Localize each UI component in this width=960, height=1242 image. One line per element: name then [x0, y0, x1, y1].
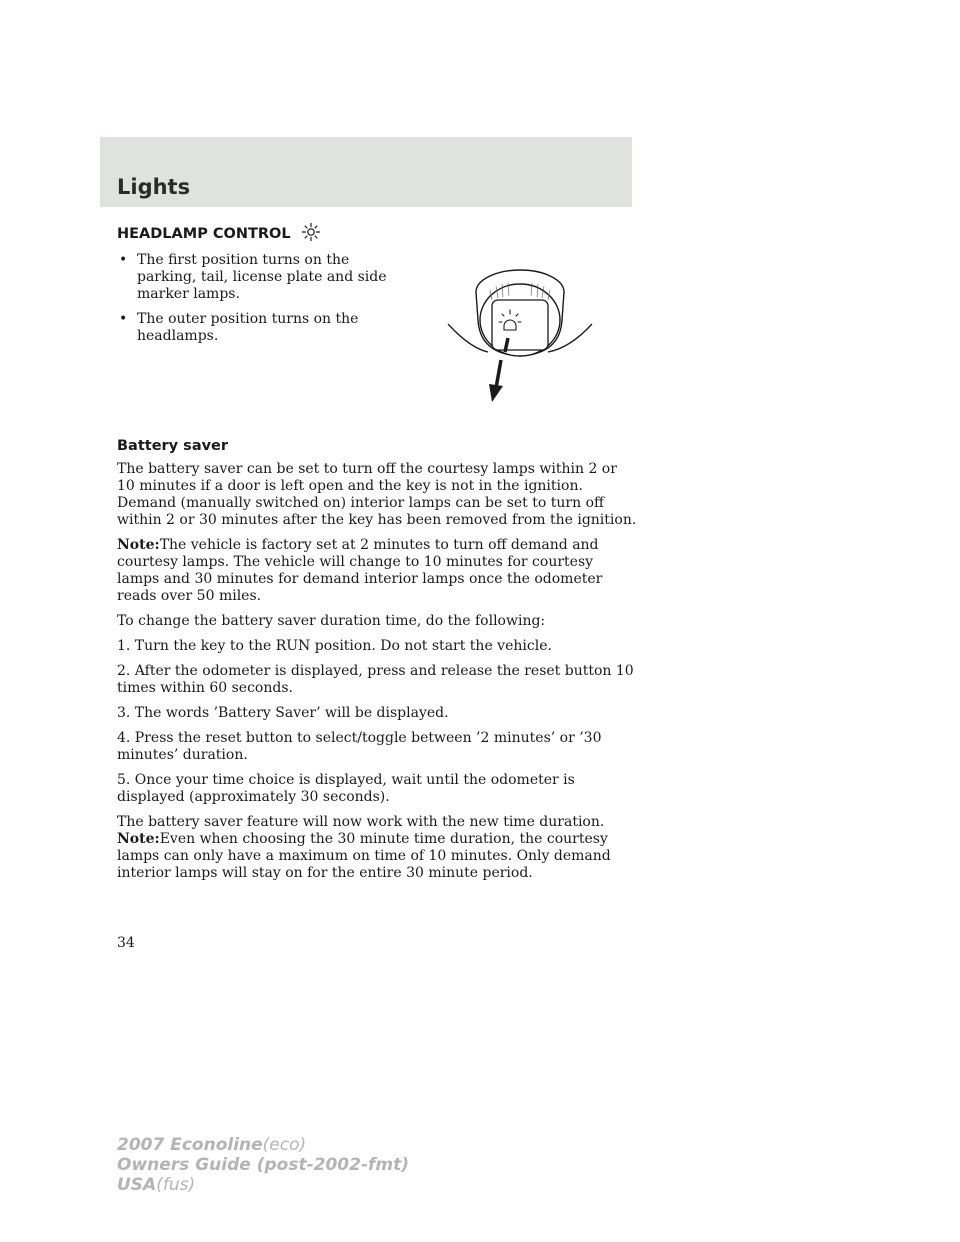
bullet-text: The first position turns on the parking, tail, license plate and side marker lamps.: [137, 252, 387, 302]
footer-model: 2007 Econoline: [117, 1135, 263, 1155]
note-label: Note:: [117, 537, 160, 553]
headlamp-switch-illustration: [440, 256, 610, 406]
battery-saver-heading: Battery saver: [117, 438, 229, 454]
footer-market-code: (fus): [156, 1175, 196, 1195]
headlamp-sun-icon: [301, 222, 321, 242]
battery-saver-body: [117, 461, 637, 890]
bullet-glyph: •: [119, 252, 128, 268]
bullet-glyph: •: [119, 311, 128, 327]
list-item: [117, 311, 387, 345]
battery-saver-intro: The battery saver can be set to turn off the courtesy lamps within 2 or 10 minutes if a door is left open and the key is not in the ignition. Demand (manually switched on) interior lamps can be set to turn off within 2 or 30 minutes after the key has been removed from the ignition.: [117, 461, 637, 528]
headlamp-control-heading: HEADLAMP CONTROL: [117, 226, 291, 242]
footer-line: [117, 1135, 409, 1155]
step-item: 5. Once your time choice is displayed, wait until the odometer is displayed (approximately 30 seconds).: [117, 772, 575, 805]
footer-model-code: (eco): [262, 1135, 307, 1155]
headlamp-bullet-list: [117, 252, 387, 353]
document-footer: [117, 1135, 409, 1195]
step-item: 4. Press the reset button to select/toggle between ’2 minutes’ or ’30 minutes’ duration.: [117, 730, 602, 763]
note-text: The vehicle is factory set at 2 minutes to turn off demand and courtesy lamps. The vehicle will change to 10 minutes for courtesy lamps and 30 minutes for demand interior lamps once the odometer reads over 50 miles.: [117, 537, 603, 604]
step-item: 1. Turn the key to the RUN position. Do not start the vehicle.: [117, 638, 552, 654]
battery-saver-note: [117, 537, 637, 605]
footer-guide: Owners Guide (post-2002-fmt): [117, 1155, 410, 1175]
page-number: 34: [117, 935, 135, 951]
battery-saver-note: [117, 831, 637, 882]
footer-line: [117, 1175, 409, 1195]
list-item: [117, 252, 387, 303]
change-instructions-intro: To change the battery saver duration time, do the following:: [117, 613, 546, 629]
note-text: Even when choosing the 30 minute time duration, the courtesy lamps can only have a maximum on time of 10 minutes. Only demand interior lamps will stay on for the entire 30 minute period.: [117, 831, 611, 881]
step-item: 2. After the odometer is displayed, press and release the reset button 10 times within 60 seconds.: [117, 663, 634, 696]
battery-saver-closing: The battery saver feature will now work with the new time duration.: [117, 814, 605, 830]
note-label: Note:: [117, 831, 160, 847]
section-title: Lights: [117, 175, 191, 199]
bullet-text: The outer position turns on the headlamps.: [137, 311, 359, 344]
footer-market: USA: [117, 1175, 157, 1195]
step-item: 3. The words ’Battery Saver’ will be displayed.: [117, 705, 449, 721]
